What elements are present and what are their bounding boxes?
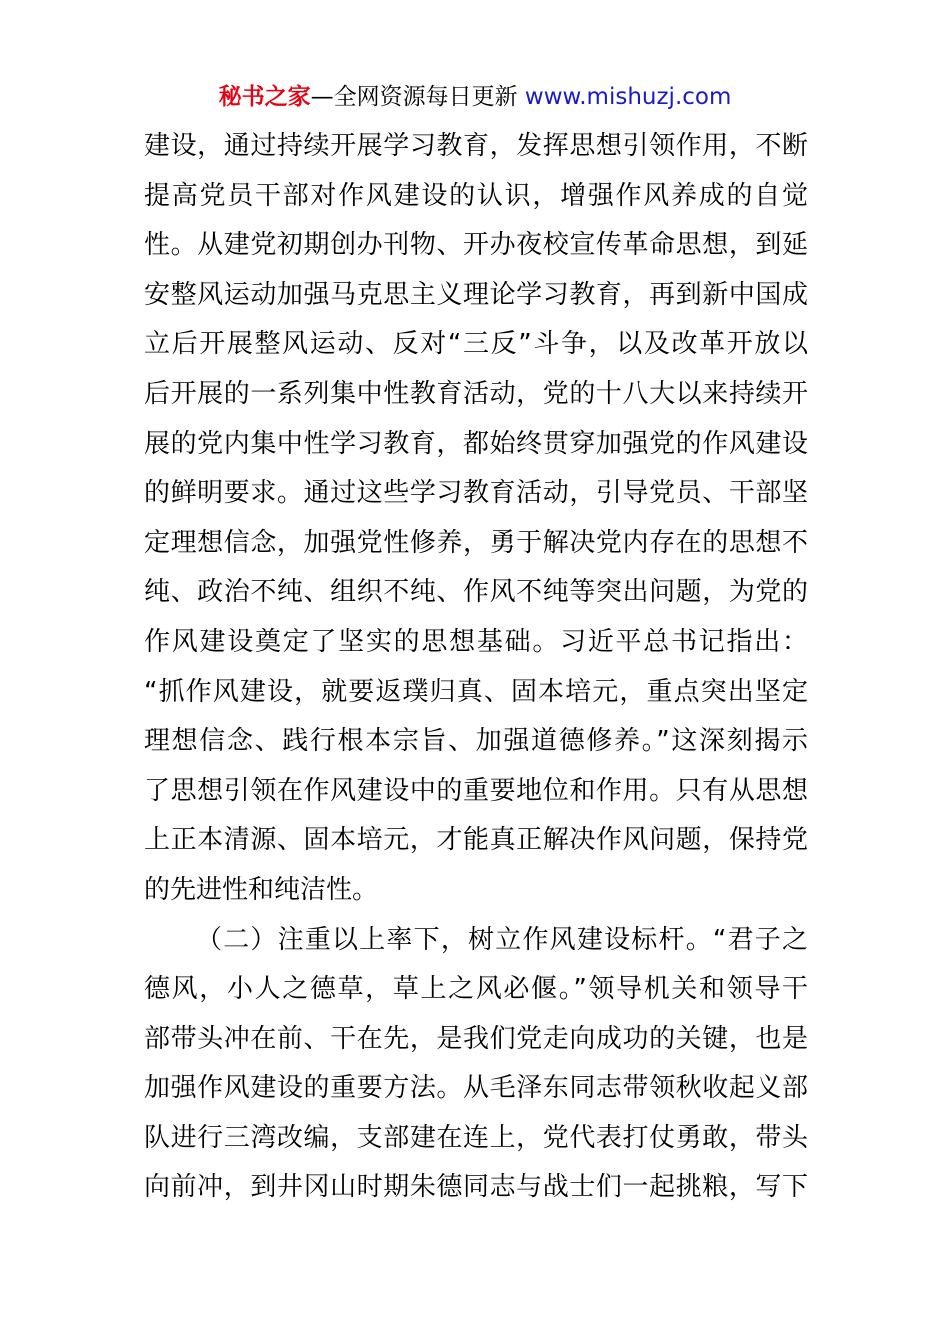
- page-header: [0, 82, 950, 112]
- text-line: “抓作风建设，就要返璞归真、固本培元，重点突出坚定: [144, 676, 808, 707]
- document-body: [144, 122, 808, 1213]
- text-line: 部带头冲在前、干在先，是我们党走向成功的关键，也是: [144, 1023, 808, 1054]
- text-line: 加强作风建设的重要方法。从毛泽东同志带领秋收起义部: [144, 1073, 808, 1104]
- text-line: 德风，小人之德草，草上之风必偃。”领导机关和领导干: [144, 974, 808, 1005]
- text-line: 纯、政治不纯、组织不纯、作风不纯等突出问题，为党的: [144, 577, 808, 608]
- text-line: 的先进性和纯洁性。: [144, 874, 379, 905]
- text-line: 作风建设奠定了坚实的思想基础。习近平总书记指出：: [144, 626, 808, 657]
- text-line: 上正本清源、固本培元，才能真正解决作风问题，保持党: [144, 825, 808, 856]
- header-url-link[interactable]: www.mishuzj.com: [524, 84, 732, 110]
- text-line: 建设，通过持续开展学习教育，发挥思想引领作用，不断: [144, 131, 808, 161]
- text-line: 了思想引领在作风建设中的重要地位和作用。只有从思想: [144, 775, 808, 806]
- text-line: 展的党内集中性学习教育，都始终贯穿加强党的作风建设: [144, 428, 808, 459]
- text-line: 向前冲，到井冈山时期朱德同志与战士们一起挑粮，写下: [144, 1172, 808, 1203]
- text-line: 定理想信念，加强党性修养，勇于解决党内存在的思想不: [144, 527, 808, 558]
- section-heading-line: （二）注重以上率下，树立作风建设标杆。“君子之: [196, 924, 808, 955]
- text-line: 的鲜明要求。通过这些学习教育活动，引导党员、干部坚: [144, 478, 808, 509]
- text-line: 后开展的一系列集中性教育活动，党的十八大以来持续开: [144, 378, 808, 409]
- text-line: 安整风运动加强马克思主义理论学习教育，再到新中国成: [144, 279, 808, 310]
- text-line: 理想信念、践行根本宗旨、加强道德修养。”这深刻揭示: [144, 726, 808, 757]
- text-line: 性。从建党初期创办刊物、开办夜校宣传革命思想，到延: [144, 230, 808, 261]
- header-tagline: —全网资源每日更新: [310, 84, 525, 110]
- text-line: 提高党员干部对作风建设的认识，增强作风养成的自觉: [144, 180, 808, 211]
- header-brand: 秘书之家: [218, 84, 311, 110]
- text-line: 队进行三湾改编，支部建在连上，党代表打仗勇敢，带头: [144, 1122, 808, 1153]
- text-line: 立后开展整风运动、反对“三反”斗争，以及改革开放以: [144, 329, 808, 360]
